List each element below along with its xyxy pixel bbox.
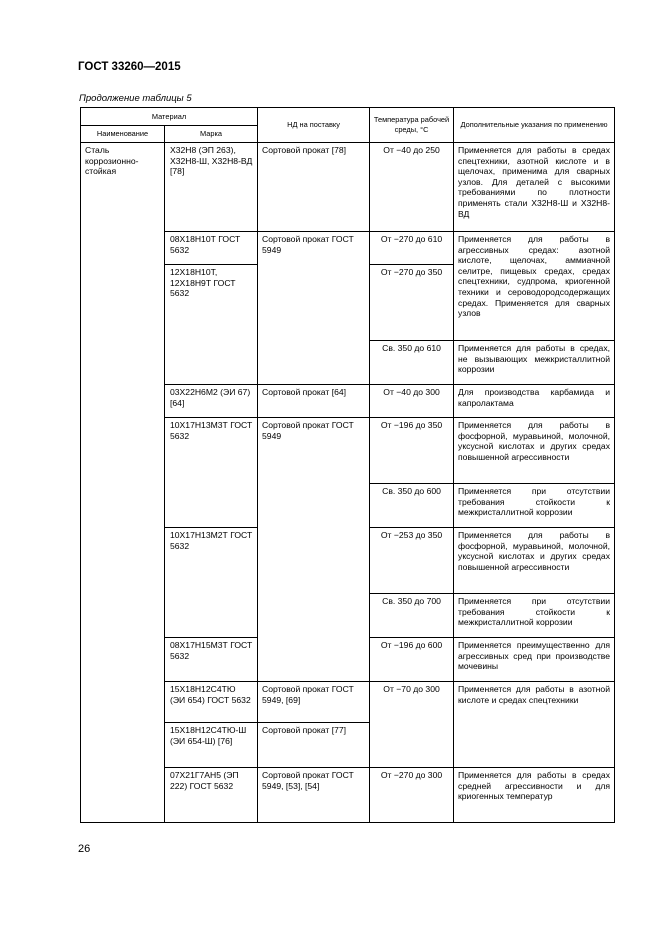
- note-cell: Применяется для работы в азотной кислоте и средах спецтехники: [454, 682, 615, 768]
- note-cell: Для производства карбамида и капролактама: [454, 385, 615, 418]
- temperature-cell: От −40 до 300: [370, 385, 454, 418]
- note-cell: Применяется преимущественно для агрессивных сред при производстве мочевины: [454, 638, 615, 682]
- note-cell: Применяется при отсутствии требования стойкости к межкристаллитной коррозии: [454, 594, 615, 638]
- grade-cell: 15Х18Н12С4ТЮ (ЭИ 654) ГОСТ 5632: [165, 682, 258, 723]
- materials-table: [80, 107, 615, 823]
- temperature-cell: От −270 до 610: [370, 232, 454, 265]
- temperature-cell: От −40 до 250: [370, 143, 454, 232]
- grade-cell: 10Х17Н13М2Т ГОСТ 5632: [165, 528, 258, 638]
- grade-cell: 08Х17Н15М3Т ГОСТ 5632: [165, 638, 258, 682]
- table-row: [81, 143, 615, 232]
- document-header: ГОСТ 33260—2015: [78, 61, 181, 73]
- temperature-cell: От −196 до 600: [370, 638, 454, 682]
- note-cell: Применяется для работы в средах спецтехники, азотной кислоте и в щелочах, применима для сварных узлов. Для деталей с высокими требованиями по плотности применять стали Х32Н8-Ш и Х32Н8-ВД: [454, 143, 615, 232]
- header-temperature: Температура рабочей среды, °С: [370, 108, 454, 143]
- grade-cell: Х32Н8 (ЭП 263), Х32Н8-Ш, Х32Н8-ВД [78]: [165, 143, 258, 232]
- nd-cell: Сортовой прокат [77]: [258, 723, 370, 768]
- temperature-cell: От −253 до 350: [370, 528, 454, 594]
- note-cell: Применяется при отсутствии требования стойкости к межкристаллитной коррозии: [454, 484, 615, 528]
- note-cell: Применяется для работы в фосфорной, муравьиной, молочной, уксусной кислотах и других средах повышенной агрессивности: [454, 528, 615, 594]
- nd-cell: Сортовой прокат ГОСТ 5949: [258, 232, 370, 385]
- note-cell: Применяется для работы в агрессивных средах: азотной кислоте, щелочах, аммиачной селитре, пищевых средах, средах спецтехники, судпрома, криогенной техники и сероводородсодержащих средах. Применяется для сварных узлов: [454, 232, 615, 341]
- note-cell: Применяется для работы в фосфорной, муравьиной, молочной, уксусной кислотах и других средах повышенной агрессивности: [454, 418, 615, 484]
- material-name-cell: Сталь коррозионно-стойкая: [81, 143, 165, 823]
- header-grade: Марка: [165, 126, 258, 143]
- header-nd: НД на поставку: [258, 108, 370, 143]
- nd-cell: Сортовой прокат ГОСТ 5949, [69]: [258, 682, 370, 723]
- temperature-cell: Св. 350 до 600: [370, 484, 454, 528]
- nd-cell: Сортовой прокат [78]: [258, 143, 370, 232]
- grade-cell: 03Х22Н6М2 (ЭИ 67) [64]: [165, 385, 258, 418]
- table-caption: Продолжение таблицы 5: [79, 93, 192, 104]
- note-cell: Применяется для работы в средах, не вызывающих межкристаллитной коррозии: [454, 341, 615, 385]
- page-number: 26: [78, 843, 91, 855]
- note-cell: Применяется для работы в средах средней агрессивности и для криогенных температур: [454, 768, 615, 823]
- grade-cell: 07Х21Г7АН5 (ЭП 222) ГОСТ 5632: [165, 768, 258, 823]
- nd-cell: Сортовой прокат ГОСТ 5949: [258, 418, 370, 682]
- grade-cell: 12Х18Н10Т, 12Х18Н9Т ГОСТ 5632: [165, 265, 258, 385]
- temperature-cell: От −270 до 350: [370, 265, 454, 341]
- temperature-cell: Св. 350 до 700: [370, 594, 454, 638]
- temperature-cell: От −270 до 300: [370, 768, 454, 823]
- header-material: Материал: [81, 108, 258, 126]
- grade-cell: 08Х18Н10Т ГОСТ 5632: [165, 232, 258, 265]
- nd-cell: Сортовой прокат [64]: [258, 385, 370, 418]
- grade-cell: 15Х18Н12С4ТЮ-Ш (ЭИ 654-Ш) [76]: [165, 723, 258, 768]
- header-name: Наименование: [81, 126, 165, 143]
- temperature-cell: От −196 до 350: [370, 418, 454, 484]
- header-notes: Дополнительные указания по применению: [454, 108, 615, 143]
- temperature-cell: От −70 до 300: [370, 682, 454, 768]
- temperature-cell: Св. 350 до 610: [370, 341, 454, 385]
- nd-cell: Сортовой прокат ГОСТ 5949, [53], [54]: [258, 768, 370, 823]
- grade-cell: 10Х17Н13М3Т ГОСТ 5632: [165, 418, 258, 528]
